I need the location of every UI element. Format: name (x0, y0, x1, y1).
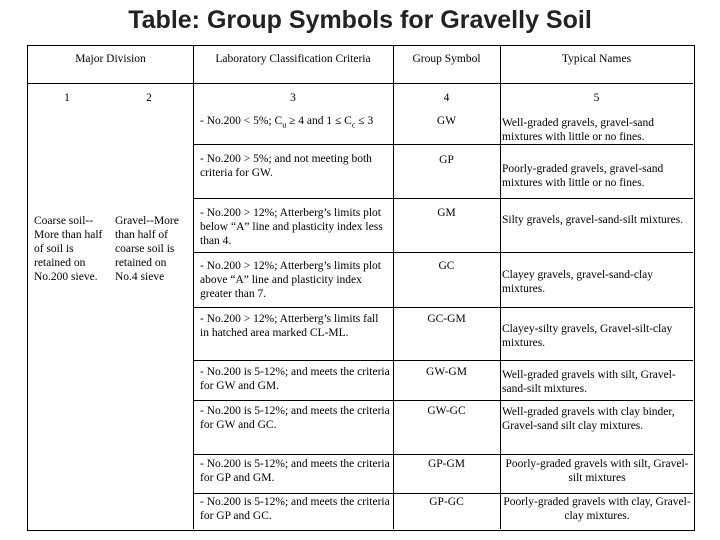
criteria-cell: - No.200 is 5-12%; and meets the criteria for GW and GC. (200, 405, 390, 431)
group-symbol-cell: GC (438, 260, 455, 272)
row-divider (193, 400, 693, 401)
typical-name-cell: Well-graded gravels with silt, Gravel-sand-silt mixtures. (502, 369, 676, 395)
criteria-cell: - No.200 is 5-12%; and meets the criteria for GP and GM. (200, 458, 390, 484)
criteria-cell: - No.200 > 12%; Atterberg’s limits plot above “A” line and plasticity index greater than 7. (200, 260, 382, 300)
row-divider (193, 493, 693, 494)
col-divider-symbol (500, 46, 501, 529)
row-divider (193, 144, 693, 145)
group-symbol-cell: GW (436, 115, 457, 127)
typical-name-cell: Silty gravels, gravel-sand-silt mixtures. (502, 214, 684, 226)
column-number: 1 (64, 92, 70, 104)
criteria-cell: - No.200 is 5-12%; and meets the criteria for GW and GM. (200, 366, 390, 392)
column-number: 2 (146, 92, 152, 104)
header-typical-names: Typical Names (561, 53, 632, 65)
group-symbol-cell: GP-GC (429, 496, 464, 508)
typical-name-cell: Clayey gravels, gravel-sand-clay mixtures. (502, 269, 654, 295)
group-symbol-cell: GC-GM (427, 313, 466, 325)
col-divider-major (193, 46, 194, 529)
major-division-gravel: Gravel--More than half of coarse soil is retained on No.4 sieve (115, 215, 179, 283)
header-criteria: Laboratory Classification Criteria (215, 53, 371, 65)
typical-name-cell: Well-graded gravels with clay binder, Gravel-sand silt clay mixtures. (502, 406, 675, 432)
typical-name-cell: Clayey-silty gravels, Gravel-silt-clay mixtures. (502, 323, 673, 349)
major-division-coarse-soil: Coarse soil--More than half of soil is retained on No.200 sieve. (34, 215, 103, 283)
row-divider (193, 454, 693, 455)
criteria-cell: - No.200 > 12%; Atterberg’s limits fall in hatched area marked CL-ML. (200, 313, 379, 339)
group-symbol-cell: GP-GM (427, 458, 466, 470)
criteria-cell: - No.200 < 5%; $C_u \ge 4$ and $1 \le C_c \le 3$ (200, 115, 374, 130)
group-symbol-cell: GM (437, 207, 456, 219)
criteria-cell: - No.200 > 5%; and not meeting both criteria for GW. (200, 153, 372, 179)
typical-name-cell: Poorly-graded gravels, gravel-sand mixtures with little or no fines. (502, 163, 664, 189)
row-divider (193, 360, 693, 361)
column-number: 5 (593, 92, 600, 104)
group-symbols-table (27, 45, 695, 531)
header-group-symbol: Group Symbol (412, 53, 481, 65)
criteria-cell: - No.200 is 5-12%; and meets the criteria for GP and GC. (200, 496, 390, 522)
typical-name-cell: Poorly-graded gravels with clay, Gravel-clay mixtures. (503, 496, 691, 522)
header-major-division: Major Division (75, 53, 146, 65)
group-symbol-cell: GW-GC (427, 405, 466, 417)
group-symbol-cell: GP (439, 154, 454, 166)
column-number: 4 (443, 92, 450, 104)
header-divider (28, 83, 693, 84)
typical-name-cell: Poorly-graded gravels with silt, Gravel-silt mixtures (505, 458, 689, 484)
row-divider (193, 307, 693, 308)
page-title: Table: Group Symbols for Gravelly Soil (128, 6, 592, 34)
row-divider (193, 252, 693, 253)
group-symbol-cell: GW-GM (426, 366, 467, 378)
typical-name-cell: Well-graded gravels, gravel-sand mixtures with little or no fines. (502, 117, 655, 143)
criteria-cell: - No.200 > 12%; Atterberg’s limits plot below “A” line and plasticity index less than 4. (200, 207, 383, 247)
row-divider (193, 198, 693, 199)
column-number: 3 (290, 92, 296, 104)
